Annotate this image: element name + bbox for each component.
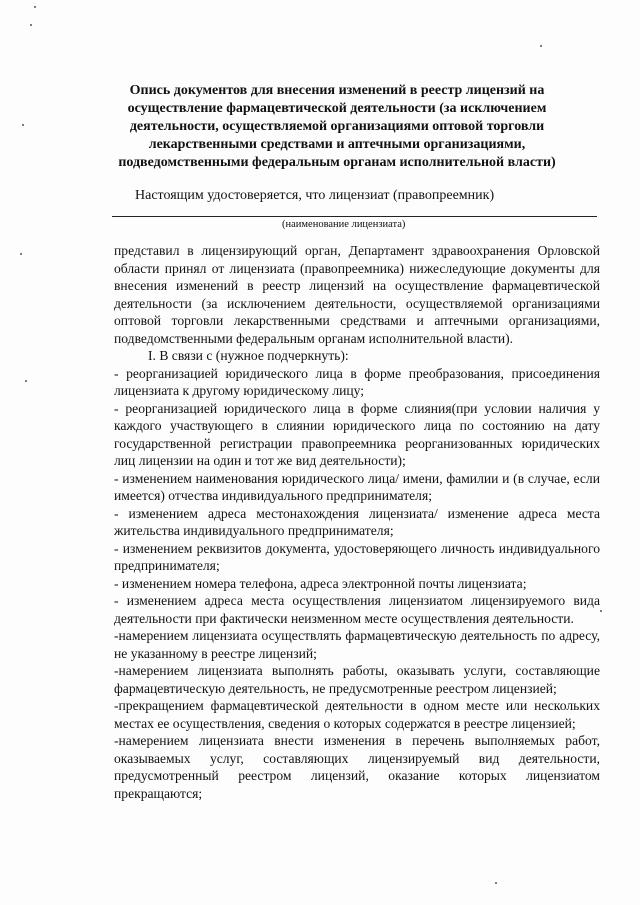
document-title: Опись документов для внесения изменений в реестр лицензий на осуществление фармацевтической деятельности (за исключением деятельности, осуществляемой организациями оптовой торговли лекарственными средствами и аптечными организациями, подведомственными федеральным органам исполнительной власти) xyxy=(118,83,556,170)
scan-speck xyxy=(540,45,542,47)
list-item: -намерением лицензиата выполнять работы, оказывать услуги, составляющие фармацевтическую деятельность, не предусмотренные реестром лицензией; xyxy=(114,663,600,696)
list-item: - изменением реквизитов документа, удостоверяющего личность индивидуального предпринимателя; xyxy=(114,540,600,573)
licensee-name-line xyxy=(112,216,597,217)
list-item: - реорганизацией юридического лица в форме слияния(при условии наличия у каждого участвующего в слиянии юридического лица по состоянию на дату государственной регистрации правопреемника реорганизованных юридических лиц лицензии на один и тот же вид деятельности); xyxy=(114,400,600,468)
scan-speck xyxy=(20,253,22,255)
scan-speck xyxy=(22,124,24,126)
section-heading: I. В связи с (нужное подчеркнуть): xyxy=(148,348,349,363)
list-item: - реорганизацией юридического лица в форме преобразования, присоединения лицензиата к другому юридическому лицу; xyxy=(114,365,600,398)
document-body xyxy=(114,242,600,802)
scan-speck xyxy=(25,380,27,382)
licensee-name-caption: (наименование лицензиата) xyxy=(282,219,406,230)
list-item: - изменением наименования юридического лица/ имени, фамилии и (в случае, если имеется) отчества индивидуального предпринимателя; xyxy=(114,470,600,503)
list-item: -намерением лицензиата осуществлять фармацевтическую деятельность по адресу, не указанному в реестре лицензий; xyxy=(114,628,600,661)
list-item: - изменением адреса местонахождения лицензиата/ изменение адреса места жительства индивидуального предпринимателя; xyxy=(114,505,600,538)
list-item: - изменением адреса места осуществления лицензиатом лицензируемого вида деятельности при фактически неизменном месте осуществления деятельности. xyxy=(114,593,600,626)
intro-line: Настоящим удостоверяется, что лицензиат (правопреемник) xyxy=(135,188,495,203)
scan-speck xyxy=(495,882,497,884)
scan-speck xyxy=(34,6,36,8)
list-item: -прекращением фармацевтической деятельности в одном месте или нескольких местах ее осуществления, сведения о которых содержатся в реестре лицензией; xyxy=(114,698,600,731)
list-item: - изменением номера телефона, адреса электронной почты лицензиата; xyxy=(114,575,527,591)
main-paragraph: представил в лицензирующий орган, Департамент здравоохранения Орловской области принял от лицензиата (правопреемника) нижеследующие документы для внесения изменений в реестр лицензий на осуществление фармацевтической деятельности (за исключением деятельности, осуществляемой организациями оптовой торговли лекарственными средствами и аптечными организациями, подведомственными федеральным органам исполнительной власти). xyxy=(114,243,600,346)
scan-speck xyxy=(600,610,602,612)
scan-speck xyxy=(30,24,32,26)
list-item: -намерением лицензиата внести изменения в перечень выполняемых работ, оказываемых услуг, составляющих лицензируемый вид деятельности, предусмотренный реестром лицензий, оказание которых лицензиатом прекращаются; xyxy=(114,733,600,801)
